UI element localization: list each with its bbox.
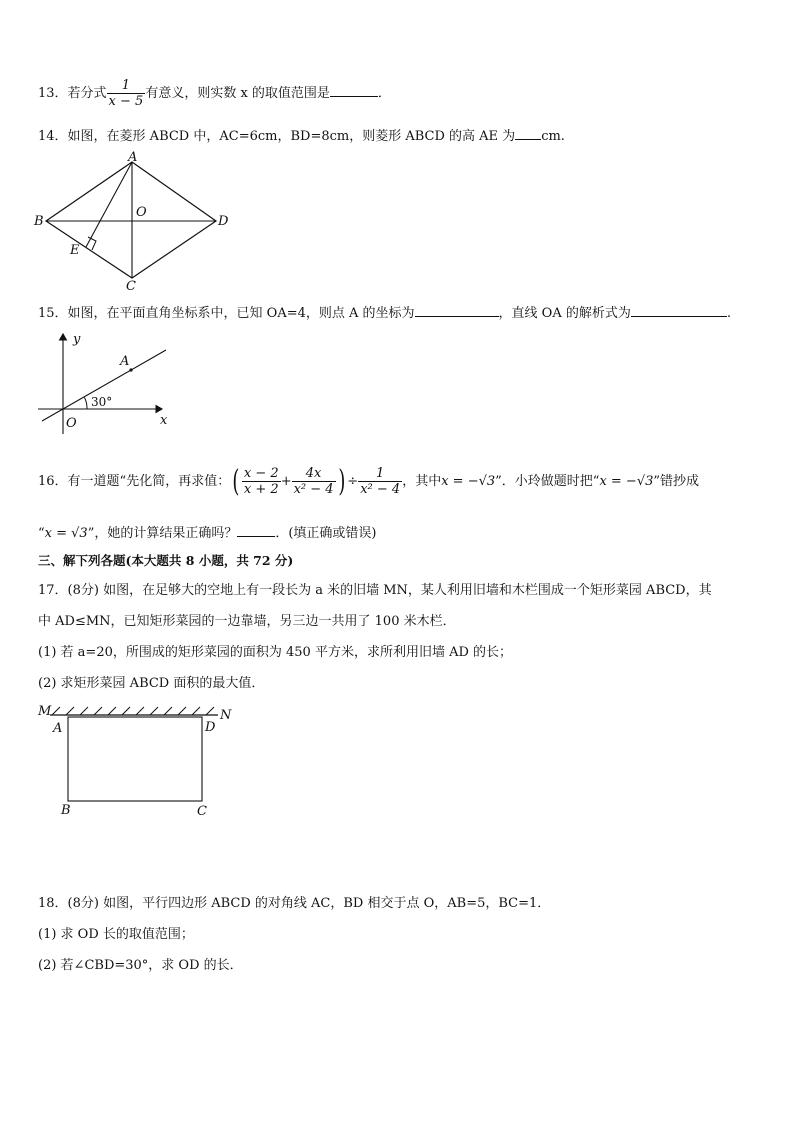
label-a: A xyxy=(53,721,63,736)
q17-line-2: 中 AD≤MN，已知矩形菜园的一边靠墙，另三边一共用了 100 米木栏． xyxy=(38,614,456,629)
q16-div: ÷ xyxy=(347,474,359,489)
wall-hatching xyxy=(52,707,214,715)
coordinate-figure xyxy=(30,326,180,438)
label-d: D xyxy=(205,720,216,735)
q13-end: ． xyxy=(377,86,391,101)
q18-part-2: (2) 若∠CBD=30°，求 OD 的长． xyxy=(38,958,243,973)
question-16 xyxy=(38,463,700,499)
q15-end: . xyxy=(726,306,731,321)
q16-f3-numerator: 1 xyxy=(358,466,402,482)
line-oa xyxy=(42,350,166,421)
q16-condition-3: x = √3 xyxy=(44,526,88,541)
q16-mid: ，其中 xyxy=(402,474,442,489)
q16-answer-blank[interactable] xyxy=(237,523,275,537)
q16-plus: + xyxy=(280,474,292,489)
open-paren: ( xyxy=(232,463,240,499)
q14-answer-blank[interactable] xyxy=(515,126,541,140)
label-b: B xyxy=(61,803,71,818)
label-b: B xyxy=(34,214,44,229)
label-a: A xyxy=(128,150,138,165)
label-d: D xyxy=(218,214,229,229)
q16-line2-open: “ xyxy=(38,526,45,541)
angle-arc xyxy=(85,398,88,410)
q13-suffix: 有意义，则实数 x 的取值范围是 xyxy=(145,86,330,101)
point-a xyxy=(129,368,132,371)
question-16-line-2 xyxy=(38,523,377,543)
close-paren: ) xyxy=(337,463,345,499)
label-y: y xyxy=(73,332,81,347)
label-c: C xyxy=(197,804,207,819)
garden-figure xyxy=(30,700,250,825)
q16-after-2: ”错抄成 xyxy=(653,474,700,489)
q16-condition-2: x = −√3 xyxy=(599,474,654,489)
label-angle: 30° xyxy=(91,395,113,409)
q16-line2-end: ．(填正确或错误) xyxy=(275,526,377,541)
q15-blank-expression[interactable] xyxy=(631,303,727,317)
label-n: N xyxy=(220,708,232,723)
label-x: x xyxy=(160,413,168,428)
q13-prefix: 13．若分式 xyxy=(38,86,107,101)
q16-f1-numerator: x − 2 xyxy=(243,466,279,481)
q14-unit: cm. xyxy=(541,129,565,144)
q16-condition: x = −√3 xyxy=(441,474,496,489)
q18-line-1: 18．(8分) 如图，平行四边形 ABCD 的对角线 AC，BD 相交于点 O，AB=5，BC=1． xyxy=(38,896,551,911)
q15-text: 15．如图，在平面直角坐标系中，已知 OA=4，则点 A 的坐标为 xyxy=(38,306,415,321)
q16-after: ”．小玲做题时把“ xyxy=(495,474,600,489)
q16-f3-denominator: x² − 4 xyxy=(360,482,401,497)
q13-frac-denominator: x − 5 xyxy=(108,94,144,109)
rhombus-outline xyxy=(46,162,216,278)
label-m: M xyxy=(38,704,52,719)
q18-part-1: (1) 求 OD 长的取值范围； xyxy=(38,927,194,942)
q16-fraction-3 xyxy=(358,466,402,497)
label-e: E xyxy=(70,243,80,258)
q17-part-1: (1) 若 a=20，所围成的矩形菜园的面积为 450 平方米，求所利用旧墙 AD 的长； xyxy=(38,645,513,660)
q16-f2-numerator: 4x xyxy=(292,466,336,482)
label-a: A xyxy=(120,354,130,369)
q13-frac-numerator: 1 xyxy=(107,78,146,94)
altitude-ae xyxy=(86,162,132,247)
q15-mid: ，直线 OA 的解析式为 xyxy=(498,306,631,321)
q16-fraction-2 xyxy=(292,466,336,497)
question-14 xyxy=(38,126,565,146)
label-o: O xyxy=(136,205,147,220)
garden-rectangle xyxy=(68,717,202,801)
q16-f2-denominator: x² − 4 xyxy=(293,482,334,497)
rhombus-figure xyxy=(30,148,240,293)
q13-answer-blank[interactable] xyxy=(330,83,378,97)
q17-part-2: (2) 求矩形菜园 ABCD 面积的最大值． xyxy=(38,676,265,691)
q15-blank-coordinate[interactable] xyxy=(415,303,499,317)
q13-fraction xyxy=(107,78,146,109)
question-15 xyxy=(38,303,731,323)
q14-text: 14．如图，在菱形 ABCD 中，AC=6cm，BD=8cm，则菱形 ABCD 的高 AE 为 xyxy=(38,129,516,144)
label-o: O xyxy=(66,416,77,431)
q16-fraction-1 xyxy=(242,466,281,497)
q16-line2-rest: ”，她的计算结果正确吗？ xyxy=(87,526,238,541)
question-13 xyxy=(38,78,391,109)
label-c: C xyxy=(126,279,136,293)
q17-line-1: 17．(8分) 如图，在足够大的空地上有一段长为 a 米的旧墙 MN，某人利用旧墙和木栏围成一个矩形菜园 ABCD，其 xyxy=(38,583,712,598)
section-3-heading: 三、解下列各题(本大题共 8 小题，共 72 分) xyxy=(38,553,294,568)
q16-prefix: 16．有一道题“先化简，再求值： xyxy=(38,474,231,489)
q16-f1-denominator: x + 2 xyxy=(243,482,279,497)
right-angle-mark xyxy=(88,237,96,250)
